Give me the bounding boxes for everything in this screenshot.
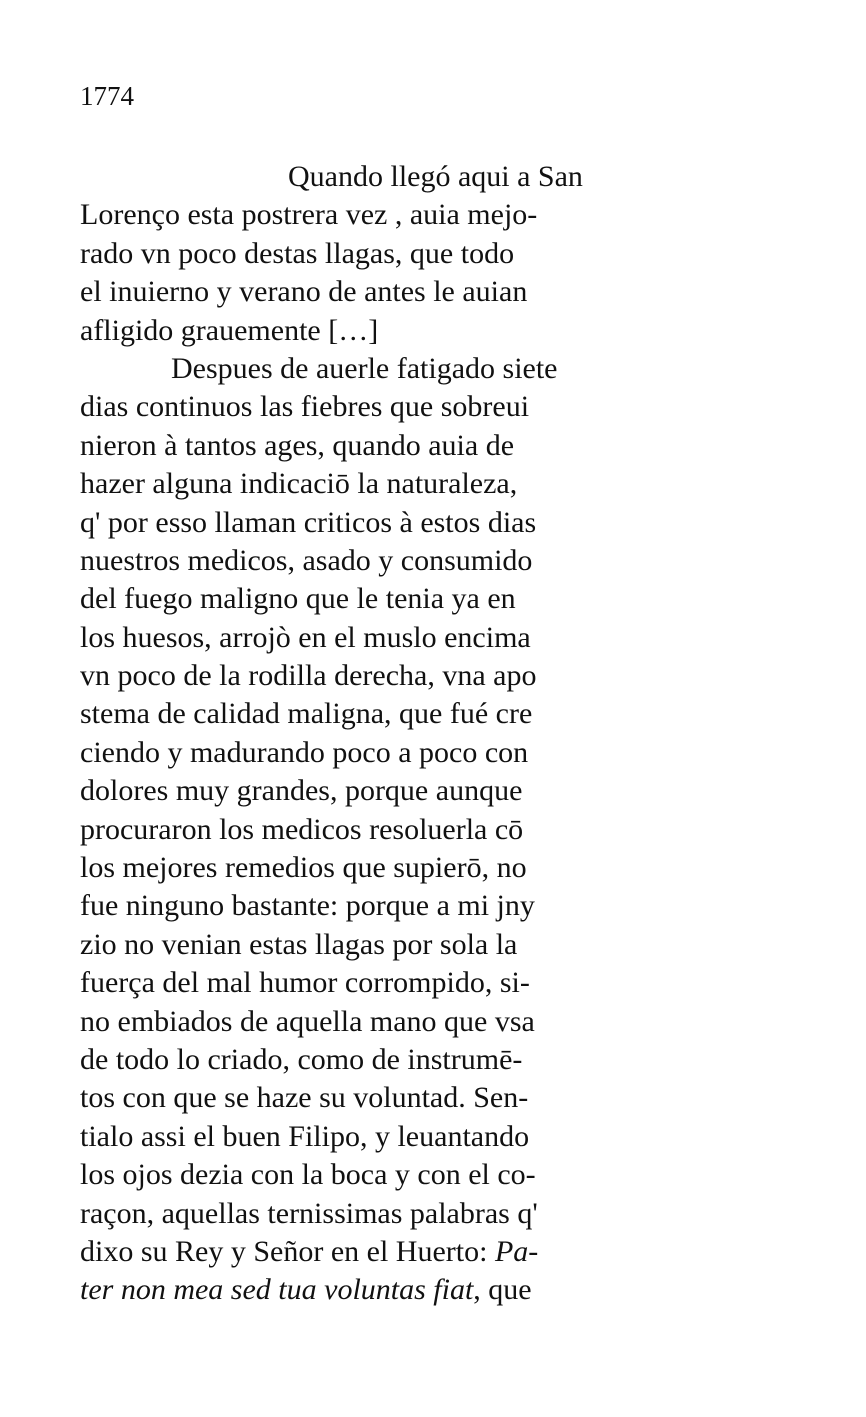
text-line: tos con que se haze su voluntad. Sen- [80, 1081, 529, 1115]
text-line: Despues de auerle fatigado siete [171, 351, 558, 385]
text-line: afligido grauemente […] [80, 313, 379, 347]
latin-quote-text: Pa- [494, 1234, 539, 1268]
latin-quote-text: ter non mea sed tua voluntas fiat [80, 1273, 474, 1307]
text-line: vn poco de la rodilla derecha, vna apo [80, 659, 537, 693]
text-line: el inuierno y verano de antes le auian [80, 275, 528, 309]
text-segment: dixo su Rey y Señor en el Huerto: [80, 1234, 495, 1268]
text-line: de todo lo criado, como de instrumē- [80, 1042, 523, 1076]
text-line: Lorenço esta postrera vez , auia mejo- [80, 198, 538, 232]
text-line [80, 1271, 640, 1309]
text-line: zio no venian estas llagas por sola la [80, 927, 518, 961]
text-line: ciendo y madurando poco a poco con [80, 735, 529, 769]
body-text [80, 158, 640, 1310]
text-line: rado vn poco destas llagas, que todo [80, 236, 515, 270]
text-line: los huesos, arrojò en el muslo encima [80, 620, 531, 654]
text-line: raçon, aquellas ternissimas palabras q' [80, 1196, 538, 1230]
text-line: hazer alguna indicaciō la naturaleza, [80, 467, 518, 501]
page-number: 1774 [80, 81, 134, 111]
text-line [80, 1233, 640, 1271]
text-line: q' por esso llaman criticos à estos dias [80, 505, 537, 539]
text-line: fuerça del mal humor corrompido, si- [80, 966, 530, 1000]
text-line: procuraron los medicos resoluerla cō [80, 812, 524, 846]
text-line: los ojos dezia con la boca y con el co- [80, 1158, 536, 1192]
text-line: fue ninguno bastante: porque a mi jny [80, 889, 535, 923]
text-line: dias continuos las fiebres que sobreui [80, 390, 530, 424]
text-line: Quando llegó aqui a San [288, 160, 583, 193]
text-line: tialo assi el buen Filipo, y leuantando [80, 1119, 530, 1153]
text-line: nuestros medicos, asado y consumido [80, 543, 533, 577]
text-line: los mejores remedios que supierō, no [80, 851, 527, 885]
text-line: del fuego maligno que le tenia ya en [80, 582, 516, 616]
text-segment: , que [473, 1273, 532, 1307]
text-line: stema de calidad maligna, que fué cre [80, 697, 533, 731]
text-line: nieron à tantos ages, quando auia de [80, 428, 515, 462]
text-line: no embiados de aquella mano que vsa [80, 1004, 535, 1038]
text-line: dolores muy grandes, porque aunque [80, 774, 523, 808]
